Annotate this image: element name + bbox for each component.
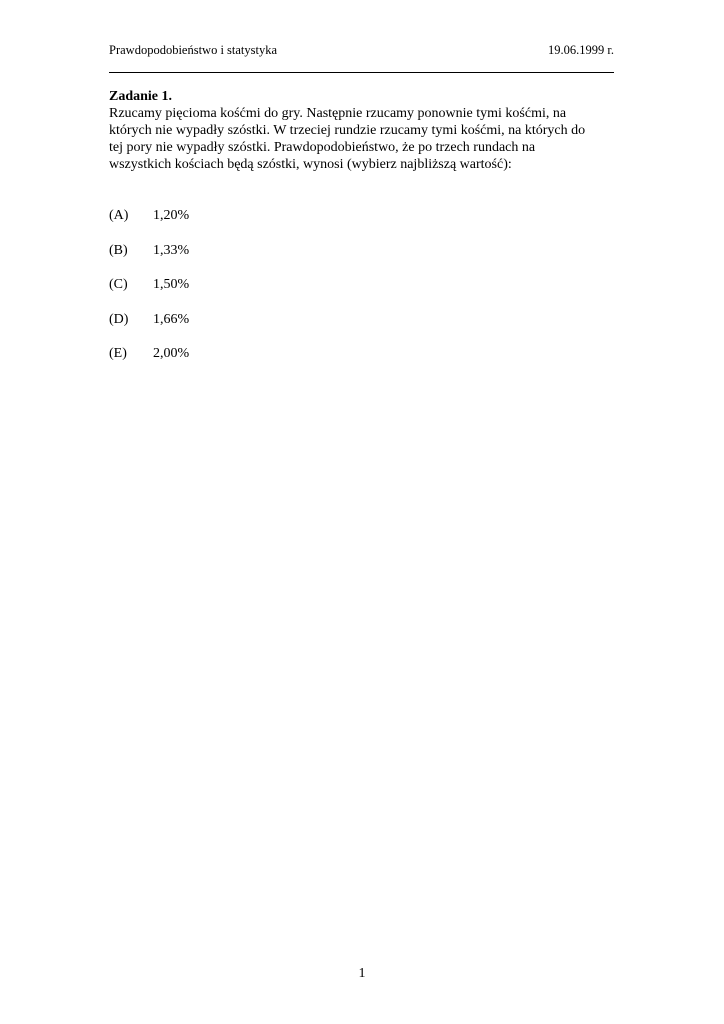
task-text-line: których nie wypadły szóstki. W trzeciej rundzie rzucamy tymi kośćmi, na których do bbox=[109, 123, 586, 138]
header-divider bbox=[109, 72, 614, 73]
option-value: 1,50% bbox=[153, 277, 190, 292]
task-text-line: Rzucamy pięcioma kośćmi do gry. Następnie rzucamy ponownie tymi kośćmi, na bbox=[109, 106, 567, 121]
option-letter: (A) bbox=[109, 208, 129, 223]
task-text-line: wszystkich kościach będą szóstki, wynosi (wybierz najbliższą wartość): bbox=[109, 157, 512, 172]
option-letter: (E) bbox=[109, 346, 127, 361]
header-subject: Prawdopodobieństwo i statystyka bbox=[109, 43, 278, 57]
option-letter: (B) bbox=[109, 242, 128, 258]
header-date: 19.06.1999 r. bbox=[548, 43, 614, 57]
option-letter: (D) bbox=[109, 311, 129, 327]
task-block bbox=[109, 88, 619, 173]
option-value: 1,33% bbox=[153, 242, 190, 258]
task-text bbox=[109, 105, 619, 173]
option-value: 1,66% bbox=[153, 311, 190, 327]
task-title: Zadanie 1. bbox=[109, 89, 173, 104]
option-value: 1,20% bbox=[153, 208, 190, 223]
option-value: 2,00% bbox=[153, 346, 190, 361]
option-letter: (C) bbox=[109, 277, 128, 292]
page-number: 1 bbox=[358, 966, 366, 981]
task-text-line: tej pory nie wypadły szóstki. Prawdopodobieństwo, że po trzech rundach na bbox=[109, 140, 536, 155]
